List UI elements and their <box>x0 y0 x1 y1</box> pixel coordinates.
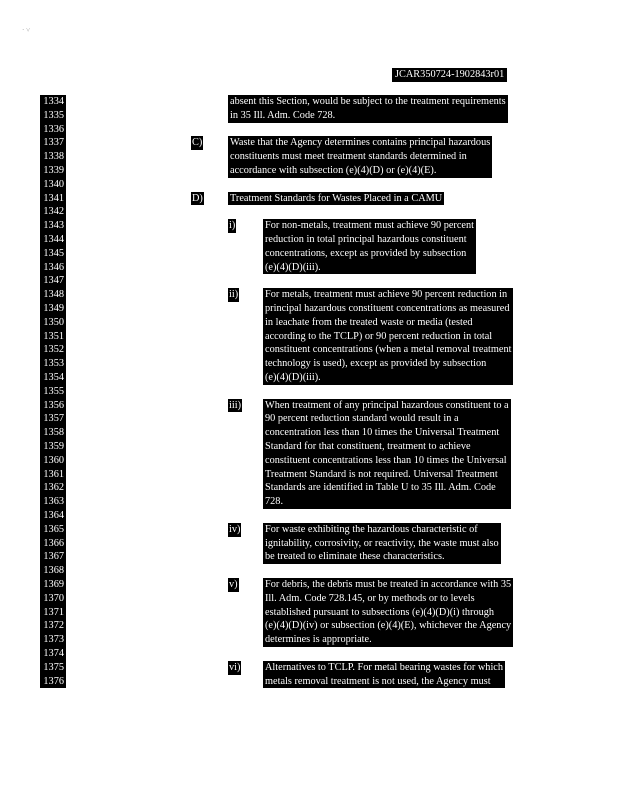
text-line: Treatment Standard is not required. Universal Treatment <box>265 468 498 480</box>
text-line: concentrations, except as provided by subsection <box>265 247 467 259</box>
text-line: in leachate from the treated waste or media (tested <box>265 316 473 328</box>
text-line: reduction in total principal hazardous constituent <box>265 233 467 245</box>
text-line: Standard for that constituent, treatment to achieve <box>265 440 471 452</box>
line-number: 1358 <box>40 426 66 440</box>
line-number: 1340 <box>40 178 66 192</box>
line-number: 1370 <box>40 592 66 606</box>
label-v: v) <box>229 579 238 590</box>
text-line: concentration less than 10 times the Universal Treatment <box>265 427 500 439</box>
text-line: metals removal treatment is not used, the Agency must <box>265 675 491 687</box>
line-number: 1346 <box>40 261 66 275</box>
text-line: according to the TCLP) or 90 percent reduction in total <box>265 330 493 342</box>
line-number: 1359 <box>40 440 66 454</box>
line-number: 1356 <box>40 399 66 413</box>
line-number: 1337 <box>40 136 66 150</box>
text-line: constituents must meet treatment standards determined in <box>230 151 467 163</box>
line-number: 1348 <box>40 288 66 302</box>
text-line: constituent concentrations (when a metal removal treatment <box>265 344 512 356</box>
line-number: 1369 <box>40 578 66 592</box>
line-number: 1351 <box>40 330 66 344</box>
paragraph-iv <box>263 523 501 564</box>
label-C: C) <box>192 137 203 149</box>
line-number: 1373 <box>40 633 66 647</box>
line-number: 1335 <box>40 109 66 123</box>
paragraph-iii <box>263 399 511 509</box>
text-line: 728. <box>265 496 284 508</box>
text-line: For non-metals, treatment must achieve 90 percent <box>265 220 475 232</box>
text-line: (e)(4)(D)(iii). <box>265 371 321 383</box>
line-number: 1357 <box>40 412 66 426</box>
label-vi: vi) <box>229 661 241 673</box>
document-id: JCAR350724-1902843r01 <box>392 68 507 82</box>
text-line: absent this Section, would be subject to the treatment requirements <box>230 96 506 107</box>
line-number: 1362 <box>40 481 66 495</box>
line-number: 1368 <box>40 564 66 578</box>
line-number: 1363 <box>40 495 66 509</box>
line-number: 1360 <box>40 454 66 468</box>
paragraph-v <box>263 578 513 647</box>
text-line: principal hazardous constituent concentrations as measured <box>265 302 510 314</box>
text-line: (e)(4)(D)(iii). <box>265 261 321 273</box>
text-line: Ill. Adm. Code 728.145, or by methods or to levels <box>265 592 475 604</box>
line-number: 1334 <box>40 95 66 109</box>
line-number: 1345 <box>40 247 66 261</box>
text-line: For debris, the debris must be treated in accordance with 35 <box>265 579 512 590</box>
line-number: 1343 <box>40 219 66 233</box>
label-iv: iv) <box>229 523 241 535</box>
line-number: 1339 <box>40 164 66 178</box>
label-iii: iii) <box>229 399 242 411</box>
line-number: 1342 <box>40 205 66 219</box>
line-number: 1336 <box>40 123 66 137</box>
paragraph-i <box>263 219 476 274</box>
text-line: Alternatives to TCLP. For metal bearing wastes for which <box>265 661 504 673</box>
text-line: Standards are identified in Table U to 35 Ill. Adm. Code <box>265 482 496 494</box>
label-ii: ii) <box>229 289 239 301</box>
text-line: ignitability, corrosivity, or reactivity, the waste must also <box>265 537 499 549</box>
text-line: technology is used), except as provided by subsection <box>265 358 487 370</box>
line-number: 1352 <box>40 343 66 357</box>
line-number: 1361 <box>40 468 66 482</box>
paragraph-C <box>228 136 492 177</box>
heading-D <box>228 192 444 206</box>
line-number: 1338 <box>40 150 66 164</box>
label-i: i) <box>229 220 236 232</box>
line-number: 1367 <box>40 550 66 564</box>
intro-paragraph <box>228 95 508 123</box>
text-line: When treatment of any principal hazardous constituent to a <box>265 399 509 411</box>
text-line: (e)(4)(D)(iv) or subsection (e)(4)(E), whichever the Agency <box>265 620 512 632</box>
line-number: 1341 <box>40 192 66 206</box>
paragraph-ii <box>263 288 513 385</box>
text-line: determines is appropriate. <box>265 634 372 646</box>
scan-marks: · ˅ <box>22 26 31 34</box>
text-line: be treated to eliminate these characteristics. <box>265 551 445 563</box>
line-number: 1349 <box>40 302 66 316</box>
text-line: established pursuant to subsections (e)(4)(D)(i) through <box>265 606 495 618</box>
text-line: 90 percent reduction standard would result in a <box>265 413 459 425</box>
label-D: D) <box>192 192 203 204</box>
text-line: Treatment Standards for Wastes Placed in a CAMU <box>230 192 443 204</box>
paragraph-vi <box>263 661 505 689</box>
line-number: 1374 <box>40 647 66 661</box>
line-number: 1347 <box>40 274 66 288</box>
text-line: For waste exhibiting the hazardous characteristic of <box>265 523 478 535</box>
line-number: 1371 <box>40 606 66 620</box>
line-number: 1366 <box>40 537 66 551</box>
line-number: 1350 <box>40 316 66 330</box>
text-line: in 35 Ill. Adm. Code 728. <box>230 109 336 121</box>
line-number: 1355 <box>40 385 66 399</box>
line-number: 1372 <box>40 619 66 633</box>
line-number: 1375 <box>40 661 66 675</box>
text-line: For metals, treatment must achieve 90 percent reduction in <box>265 289 508 301</box>
line-number: 1364 <box>40 509 66 523</box>
line-number: 1353 <box>40 357 66 371</box>
line-number: 1344 <box>40 233 66 247</box>
line-number: 1365 <box>40 523 66 537</box>
text-line: Waste that the Agency determines contains principal hazardous <box>230 137 491 149</box>
text-line: constituent concentrations less than 10 times the Universal <box>265 454 507 466</box>
text-line: accordance with subsection (e)(4)(D) or (e)(4)(E). <box>230 164 437 176</box>
line-number: 1354 <box>40 371 66 385</box>
line-number: 1376 <box>40 675 66 689</box>
